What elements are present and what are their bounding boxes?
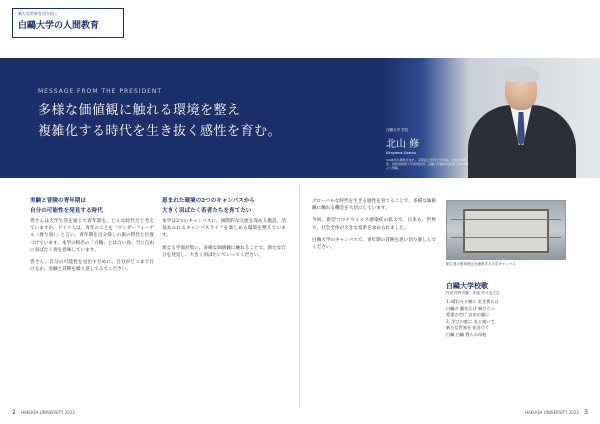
president-roman: Kitayama Osamu: [386, 151, 417, 155]
footer-left: [12, 409, 75, 416]
lyric-line: 2. 学びの庭に 友と集いて: [446, 318, 495, 324]
headline-line-2: 複雑化する時代を生き抜く感性を育む。: [38, 124, 282, 139]
section-tag-small: 新たな世界を切り拓く: [18, 11, 58, 16]
page-number-left: 2: [12, 409, 16, 416]
section-tag-title: 白鷗大学の人間教育: [18, 21, 100, 31]
headline-line-1: 多様な価値観に触れる環境を整え: [38, 103, 241, 118]
president-hair: [503, 66, 539, 82]
page-number-right: 3: [584, 409, 588, 416]
col1-heading-1: 実験と冒険の青年期は: [30, 198, 86, 204]
lyric-line: 希望の空に 自由の風に: [446, 312, 490, 317]
column-3: [312, 198, 436, 251]
footer-right-text: HAKUOH UNIVERSITY 2022: [525, 410, 579, 415]
president-role: 白鷗大学 学長: [386, 128, 409, 132]
col3-paragraph-1: グローバルな時代を生きる感性を育てることで、多様な価値観に触れる機会を大切にしています。: [312, 199, 436, 212]
school-song-title: 白鷗大学校歌: [446, 281, 488, 290]
col2-heading-1: 恵まれた環境の2つのキャンパスから: [162, 198, 256, 204]
col1-paragraph-2: 皆さん、自分の可能性を見出すために、自分がどこまで行けるか、実験と冒険を繰り返してみてください。: [30, 260, 154, 273]
campus-photo-frame: [463, 209, 549, 253]
campus-photo-line: [451, 237, 561, 238]
school-song-lyrics: [446, 299, 570, 338]
page-gutter: [299, 184, 300, 409]
footer-right: [525, 409, 588, 416]
lyric-line: 新たな世界を 拓き行く: [446, 325, 490, 330]
message-label: MESSAGE FROM THE PRESIDENT: [38, 88, 163, 95]
col2-paragraph-2: 異なる学部が集い、多様な価値観に触れることで、新たな自分を発見し、大きく羽ばたいていってください。: [162, 245, 286, 258]
col2-heading-2: 大きく羽ばたく若者たちを育てたい: [162, 208, 252, 214]
campus-photo-caption: 創立者の教育理念を継承する大学キャンパス: [446, 262, 516, 266]
president-name: 北山 修: [386, 139, 420, 150]
lyric-line: 白鷗の 翼を広げ 飛び立つ: [446, 305, 495, 311]
campus-photo-line: [451, 219, 561, 220]
school-song-credit: 作詞 村野 四郎 作曲 芥川 也寸志: [446, 291, 500, 295]
col3-paragraph-3: 白鷗大学のキャンパスで、青年期の冒険を思い切り楽しんでください。: [312, 237, 436, 251]
column-1: [30, 198, 154, 273]
col1-paragraph-1: 皆さんは大学生活を通じて青年期を、どんな時代だと考えていますか。ドイツ人は、青年のことを「ワンダーフォーゲル（渡り鳥）」と言い、青年期を自分探しの旅の時代と位置づけています。本学の校名の「白鷗」とは白い鳥、空に自由に羽ばたく鳥を意味しています。: [30, 219, 154, 253]
footer-left-text: HAKUOH UNIVERSITY 2022: [21, 410, 75, 415]
headline: [38, 100, 281, 142]
col3-paragraph-2: 今回、新型コロナウイルス感染症の拡大で、日本も、世界も、社会全体が大きな変革を求められました。: [312, 218, 436, 231]
column-2: [162, 198, 286, 259]
president-bio: 1946年兵庫県生まれ。京都府立医科大学卒業。九州大学教授、国際基督教大学客員教授、白鷗大学副学長を経て2018年より現職。: [386, 158, 469, 170]
president-caption: [386, 128, 470, 170]
lyric-line: 白鷗 白鷗 我らの母校: [446, 331, 487, 337]
col2-paragraph-1: 本学は2つのキャンパスに、国際的な交流を深める施設、活気あふれるキャンパスライフを楽しめる環境を整えています。: [162, 219, 286, 239]
lyric-line: 1. 晴れたる朝に 若き我らは: [446, 299, 499, 304]
campus-photo: [446, 200, 566, 260]
col1-heading-2: 自分の可能性を発見する時代: [30, 208, 103, 214]
